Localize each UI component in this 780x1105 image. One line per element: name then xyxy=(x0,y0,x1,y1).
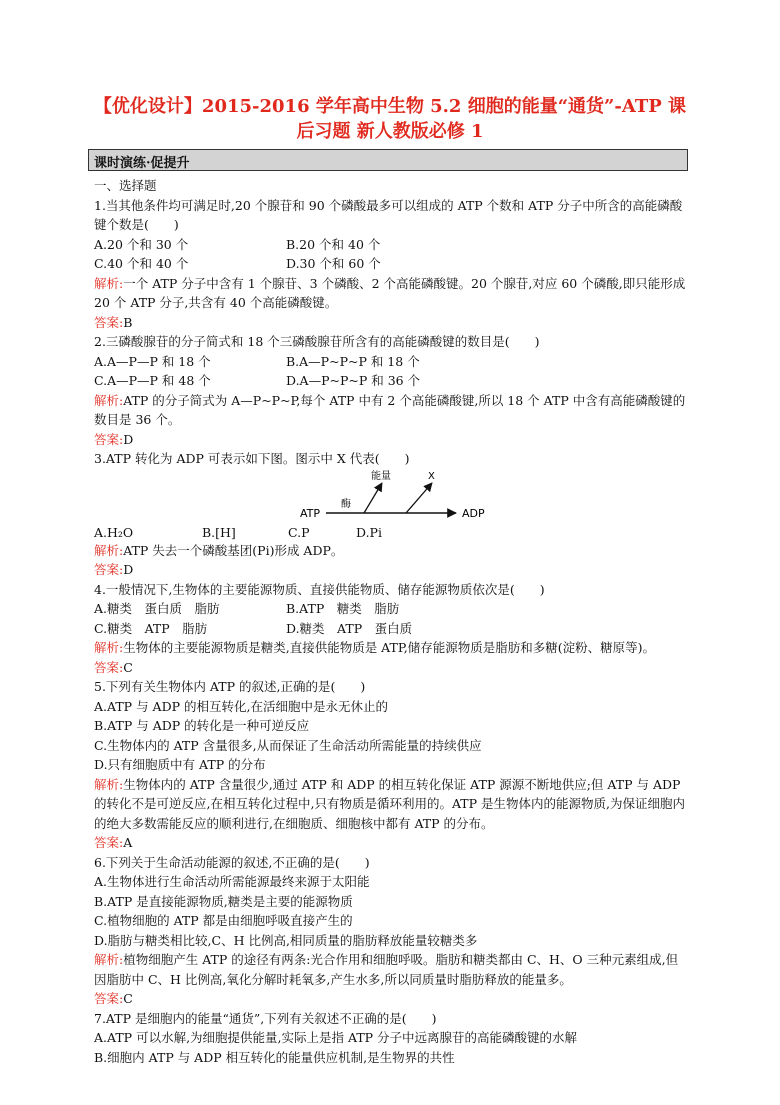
q6-answer xyxy=(94,989,688,1009)
q4-answer-value: C xyxy=(123,659,133,675)
q3-option-d: D.Pi xyxy=(356,524,382,540)
diagram-atp-label: ATP xyxy=(300,506,321,520)
answer-label: 答案: xyxy=(94,562,124,577)
q5-answer xyxy=(94,833,688,853)
analysis-label: 解析: xyxy=(94,952,124,967)
q3-options xyxy=(94,523,688,541)
q3-analysis xyxy=(94,541,688,561)
title-line-1: 【优化设计】2015-2016 学年高中生物 5.2 细胞的能量“通货”-ATP 课 xyxy=(93,96,687,117)
q3-option-b: B.[H] xyxy=(202,524,236,540)
q5-analysis-text: 生物体内的 ATP 含量很少,通过 ATP 和 ADP 的相互转化保证 ATP 源源不断地供应;但 ATP 与 ADP 的转化不是可逆反应,在相互转化过程中,只有物质是循环利用的。ATP 是生物体内的能源物质,为保证细胞内的绝大多数需能反应的顺利进行,在细胞质、细胞核中都有 ATP 的分布。 xyxy=(94,776,685,831)
q5-option-d: D.只有细胞质中有 ATP 的分布 xyxy=(94,757,266,772)
q1-option-a: A.20 个和 30 个 xyxy=(94,236,189,252)
q5-stem: 5.下列有关生物体内 ATP 的叙述,正确的是( ) xyxy=(94,679,366,694)
atp-diagram xyxy=(94,469,688,523)
answer-label: 答案: xyxy=(94,431,124,447)
diagram-adp-label: ADP xyxy=(462,506,485,520)
q4-stem: 4.一般情况下,生物体的主要能源物质、直接供能物质、储存能源物质依次是( ) xyxy=(94,581,545,597)
question-list xyxy=(94,176,688,1067)
q2-stem: 2.三磷酸腺苷的分子简式和 18 个三磷酸腺苷所含有的高能磷酸键的数目是( ) xyxy=(94,334,540,349)
q3-option-a: A.H₂O xyxy=(94,524,134,540)
q2-analysis-text: ATP 的分子简式为 A—P~P~P,每个 ATP 中有 2 个高能磷酸键,所以 18 个 ATP 中含有高能磷酸键的数目是 36 个。 xyxy=(94,392,686,427)
q1-analysis-text: 一个 ATP 分子中含有 1 个腺苷、3 个磷酸、2 个高能磷酸键。20 个腺苷,对应 60 个磷酸,即只能形成 20 个 ATP 分子,共含有 40 个高能磷酸键。 xyxy=(94,275,686,310)
q5-option-a: A.ATP 与 ADP 的相互转化,在活细胞中是永无休止的 xyxy=(94,698,388,714)
diagram-enzyme-label: 酶 xyxy=(341,498,351,510)
q1-options-row2 xyxy=(94,254,688,274)
q6-analysis-text: 植物细胞产生 ATP 的途径有两条:光合作用和细胞呼吸。脂肪和糖类都由 C、H、O 三种元素组成,但因脂肪中 C、H 比例高,氧化分解时耗氧多,产生水多,所以同质量时脂肪释放的能量多。 xyxy=(94,952,679,987)
q4-answer xyxy=(94,658,688,678)
q6-option-d: D.脂肪与糖类相比较,C、H 比例高,相同质量的脂肪释放能量较糖类多 xyxy=(94,932,478,948)
title-line-2: 后习题 新人教版必修 1 xyxy=(296,121,484,142)
q2-option-c: C.A—P—P 和 48 个 xyxy=(94,373,211,388)
q4-analysis xyxy=(94,638,688,658)
q2-option-a: A.A—P—P 和 18 个 xyxy=(94,353,211,369)
q6-option-b: B.ATP 是直接能源物质,糖类是主要的能源物质 xyxy=(94,893,353,909)
section-title: 课时演练·促提升 xyxy=(94,156,190,171)
q2-answer-value: D xyxy=(123,431,134,447)
analysis-label: 解析: xyxy=(94,776,124,792)
diagram-energy-label: 能量 xyxy=(371,470,391,482)
diagram-x-arrow xyxy=(406,483,432,513)
answer-label: 答案: xyxy=(94,314,124,330)
q6-option-c: C.植物细胞的 ATP 都是由细胞呼吸直接产生的 xyxy=(94,913,353,928)
q4-option-a: A.糖类 蛋白质 脂肪 xyxy=(94,601,220,616)
document-title xyxy=(80,94,700,144)
q3-analysis-text: ATP 失去一个磷酸基团(Pi)形成 ADP。 xyxy=(123,542,344,558)
q2-analysis xyxy=(94,391,688,430)
diagram-energy-arrow xyxy=(364,483,382,513)
analysis-label: 解析: xyxy=(94,542,124,558)
q2-answer xyxy=(94,430,688,450)
q1-answer xyxy=(94,313,688,333)
q2-options-row1 xyxy=(94,352,688,372)
q6-answer-value: C xyxy=(123,991,133,1006)
q4-options-row2 xyxy=(94,619,688,639)
q3-option-c: C.P xyxy=(288,524,310,540)
atp-diagram-svg xyxy=(94,469,688,523)
q1-stem: 1.当其他条件均可满足时,20 个腺苷和 90 个磷酸最多可以组成的 ATP 个数和 ATP 分子中所含的高能磷酸键个数是( ) xyxy=(94,197,683,232)
q2-options-row2 xyxy=(94,371,688,391)
q5-option-c: C.生物体内的 ATP 含量很多,从而保证了生命活动所需能量的持续供应 xyxy=(94,737,482,753)
section-header xyxy=(88,149,688,171)
q1-answer-value: B xyxy=(123,314,133,330)
answer-label: 答案: xyxy=(94,835,124,850)
q6-option-a: A.生物体进行生命活动所需能源最终来源于太阳能 xyxy=(94,874,370,889)
diagram-x-label: X xyxy=(428,470,435,482)
q7-option-a: A.ATP 可以水解,为细胞提供能量,实际上是指 ATP 分子中远离腺苷的高能磷酸键的水解 xyxy=(94,1030,578,1045)
q2-option-d: D.A—P~P~P 和 36 个 xyxy=(286,373,421,388)
q1-option-c: C.40 个和 40 个 xyxy=(94,256,189,271)
q5-analysis xyxy=(94,775,688,834)
answer-label: 答案: xyxy=(94,991,124,1006)
q3-answer-value: D xyxy=(123,562,134,577)
answer-label: 答案: xyxy=(94,659,124,675)
q4-options-row1 xyxy=(94,599,688,619)
q1-option-b: B.20 个和 40 个 xyxy=(286,236,381,252)
analysis-label: 解析: xyxy=(94,392,124,408)
q5-option-b: B.ATP 与 ADP 的转化是一种可逆反应 xyxy=(94,718,310,733)
q4-option-b: B.ATP 糖类 脂肪 xyxy=(286,601,400,616)
q5-answer-value: A xyxy=(123,835,133,850)
q7-stem: 7.ATP 是细胞内的能量“通货”,下列有关叙述不正确的是( ) xyxy=(94,1010,437,1026)
q1-options-row1 xyxy=(94,235,688,255)
q4-option-d: D.糖类 ATP 蛋白质 xyxy=(286,620,413,636)
q6-analysis xyxy=(94,950,688,989)
q7-option-b: B.细胞内 ATP 与 ADP 相互转化的能量供应机制,是生物界的共性 xyxy=(94,1049,455,1065)
q3-stem: 3.ATP 转化为 ADP 可表示如下图。图示中 X 代表( ) xyxy=(94,451,410,466)
q4-option-c: C.糖类 ATP 脂肪 xyxy=(94,620,208,636)
q6-stem: 6.下列关于生命活动能源的叙述,不正确的是( ) xyxy=(94,854,370,870)
q1-option-d: D.30 个和 60 个 xyxy=(286,256,381,271)
q2-option-b: B.A—P~P~P 和 18 个 xyxy=(286,353,420,369)
analysis-label: 解析: xyxy=(94,275,124,291)
analysis-label: 解析: xyxy=(94,640,124,655)
q4-analysis-text: 生物体的主要能源物质是糖类,直接供能物质是 ATP,储存能源物质是脂肪和多糖(淀粉、糖原等)。 xyxy=(123,640,655,655)
part-heading: 一、选择题 xyxy=(94,178,157,193)
q1-analysis xyxy=(94,274,688,313)
q3-answer xyxy=(94,560,688,580)
